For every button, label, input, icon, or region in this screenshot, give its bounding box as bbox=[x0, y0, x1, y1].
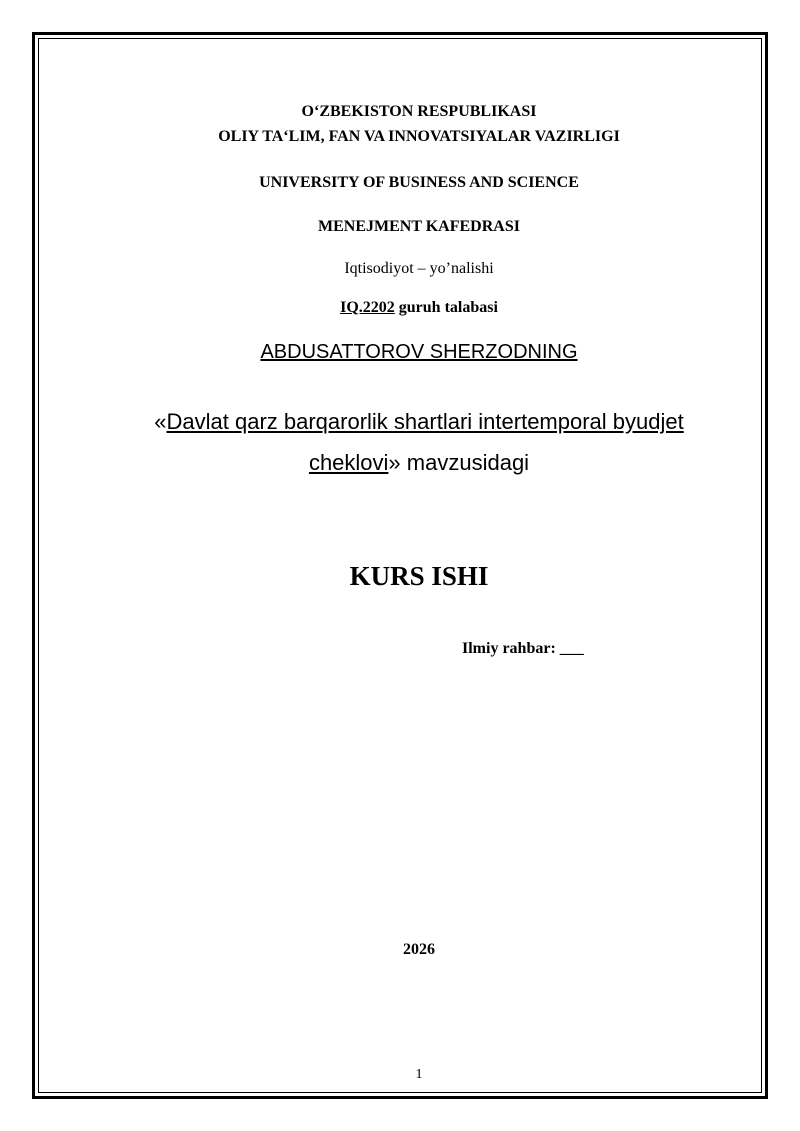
student-name: ABDUSATTOROV SHERZODNING bbox=[260, 341, 578, 363]
topic-text-1: Davlat qarz barqarorlik shartlari intertemporal byudjet bbox=[166, 409, 684, 434]
country-title: O‘ZBEKISTON RESPUBLIKASI bbox=[301, 103, 537, 120]
group-suffix: guruh talabasi bbox=[394, 299, 498, 316]
page-number: 1 bbox=[415, 1067, 423, 1082]
topic-line-2 bbox=[38, 450, 800, 476]
topic-suffix: mavzusidagi bbox=[400, 450, 530, 475]
direction-text: Iqtisodiyot – yo’nalishi bbox=[344, 260, 494, 277]
topic-open-quote: « bbox=[154, 409, 167, 434]
university-title: UNIVERSITY OF BUSINESS AND SCIENCE bbox=[259, 174, 579, 191]
group-code: IQ.2202 bbox=[340, 299, 395, 316]
work-type-title: KURS ISHI bbox=[349, 561, 489, 591]
supervisor-value: ___ bbox=[559, 640, 584, 657]
student-name-line bbox=[38, 341, 800, 364]
year-text: 2026 bbox=[403, 941, 435, 958]
ministry-title: OLIY TA‘LIM, FAN VA INNOVATSIYALAR VAZIRLIGI bbox=[218, 128, 620, 145]
topic-close-quote: » bbox=[388, 450, 401, 475]
department-title: MENEJMENT KAFEDRASI bbox=[318, 218, 520, 235]
topic-text-2: cheklovi bbox=[308, 450, 389, 475]
supervisor-line bbox=[462, 640, 584, 658]
topic-line-1 bbox=[38, 409, 800, 435]
supervisor-label: Ilmiy rahbar: bbox=[462, 640, 560, 657]
group-line bbox=[38, 299, 800, 317]
